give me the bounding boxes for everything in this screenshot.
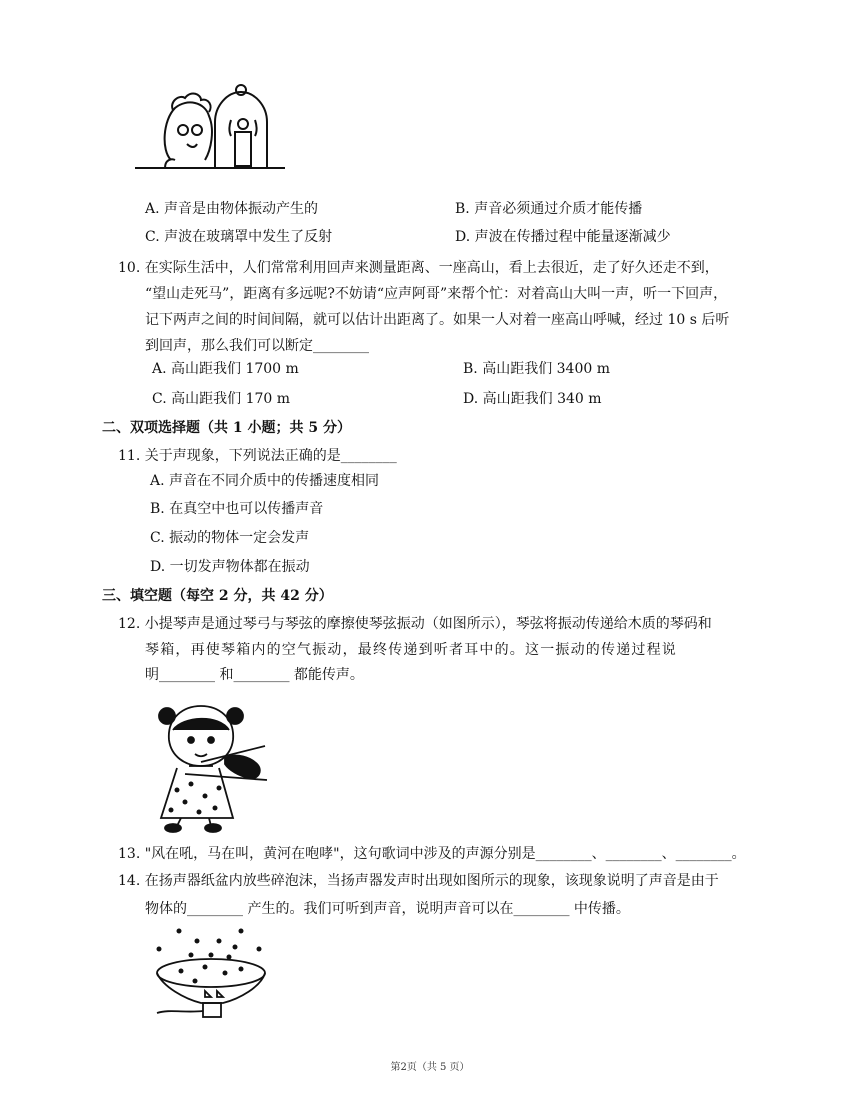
section-3-title: 三、填空题（每空 2 分，共 42 分） (102, 588, 333, 604)
violin-girl-figure (155, 700, 275, 835)
q9-option-d: D. 声波在传播过程中能量逐渐减少 (455, 229, 671, 245)
q12-stem-line-1: 12. 小提琴声是通过琴弓与琴弦的摩擦使琴弦振动（如图所示），琴弦将振动传递给木质的琴码和 (118, 616, 712, 632)
q11-stem: 11. 关于声现象，下列说法正确的是________ (118, 448, 397, 464)
q10-stem-line-1: 10. 在实际生活中，人们常常利用回声来测量距离、一座高山，看上去很近，走了好久还走不到， (118, 260, 719, 276)
q14-stem-line-1: 14. 在扬声器纸盆内放些碎泡沫，当扬声器发声时出现如图所示的现象，该现象说明了声音是由于 (118, 873, 719, 889)
q10-option-a: A. 高山距我们 1700 m (152, 361, 299, 377)
q11-option-d: D. 一切发声物体都在振动 (150, 559, 310, 575)
q12-stem-line-3: 明________ 和________ 都能传声。 (145, 667, 364, 683)
q10-option-c: C. 高山距我们 170 m (152, 391, 291, 407)
q10-option-b: B. 高山距我们 3400 m (463, 361, 610, 377)
q10-stem-line-2: “望山走死马”，距离有多远呢?不妨请“应声阿哥”来帮个忙：对着高山大叫一声，听一下回声， (145, 286, 728, 302)
section-2-title: 二、双项选择题（共 1 小题；共 5 分） (102, 420, 351, 436)
q13-stem: 13. "风在吼，马在叫，黄河在咆哮"，这句歌词中涉及的声源分别是________、________、________。 (118, 846, 746, 862)
q9-option-c: C. 声波在玻璃罩中发生了反射 (145, 229, 333, 245)
q9-option-a: A. 声音是由物体振动产生的 (145, 201, 319, 217)
bell-jar-figure (135, 80, 295, 190)
q11-option-c: C. 振动的物体一定会发声 (150, 530, 310, 546)
q10-stem-line-4: 到回声，那么我们可以断定________ (145, 338, 369, 354)
q14-stem-line-2: 物体的________ 产生的。我们可听到声音，说明声音可以在________ 中传播。 (145, 901, 630, 917)
page-footer: 第2页（共 5 页） (390, 1062, 470, 1073)
speaker-foam-figure (145, 925, 280, 1025)
q11-option-b: B. 在真空中也可以传播声音 (150, 501, 324, 517)
q11-option-a: A. 声音在不同介质中的传播速度相同 (150, 473, 380, 489)
q10-option-d: D. 高山距我们 340 m (463, 391, 602, 407)
q9-option-b: B. 声音必须通过介质才能传播 (455, 201, 643, 217)
q12-stem-line-2: 琴箱，再使琴箱内的空气振动，最终传递到听者耳中的。这一振动的传递过程说 (145, 642, 677, 658)
q10-stem-line-3: 记下两声之间的时间间隔，就可以估计出距离了。如果一人对着一座高山呼喊，经过 10 s 后听 (145, 312, 730, 328)
